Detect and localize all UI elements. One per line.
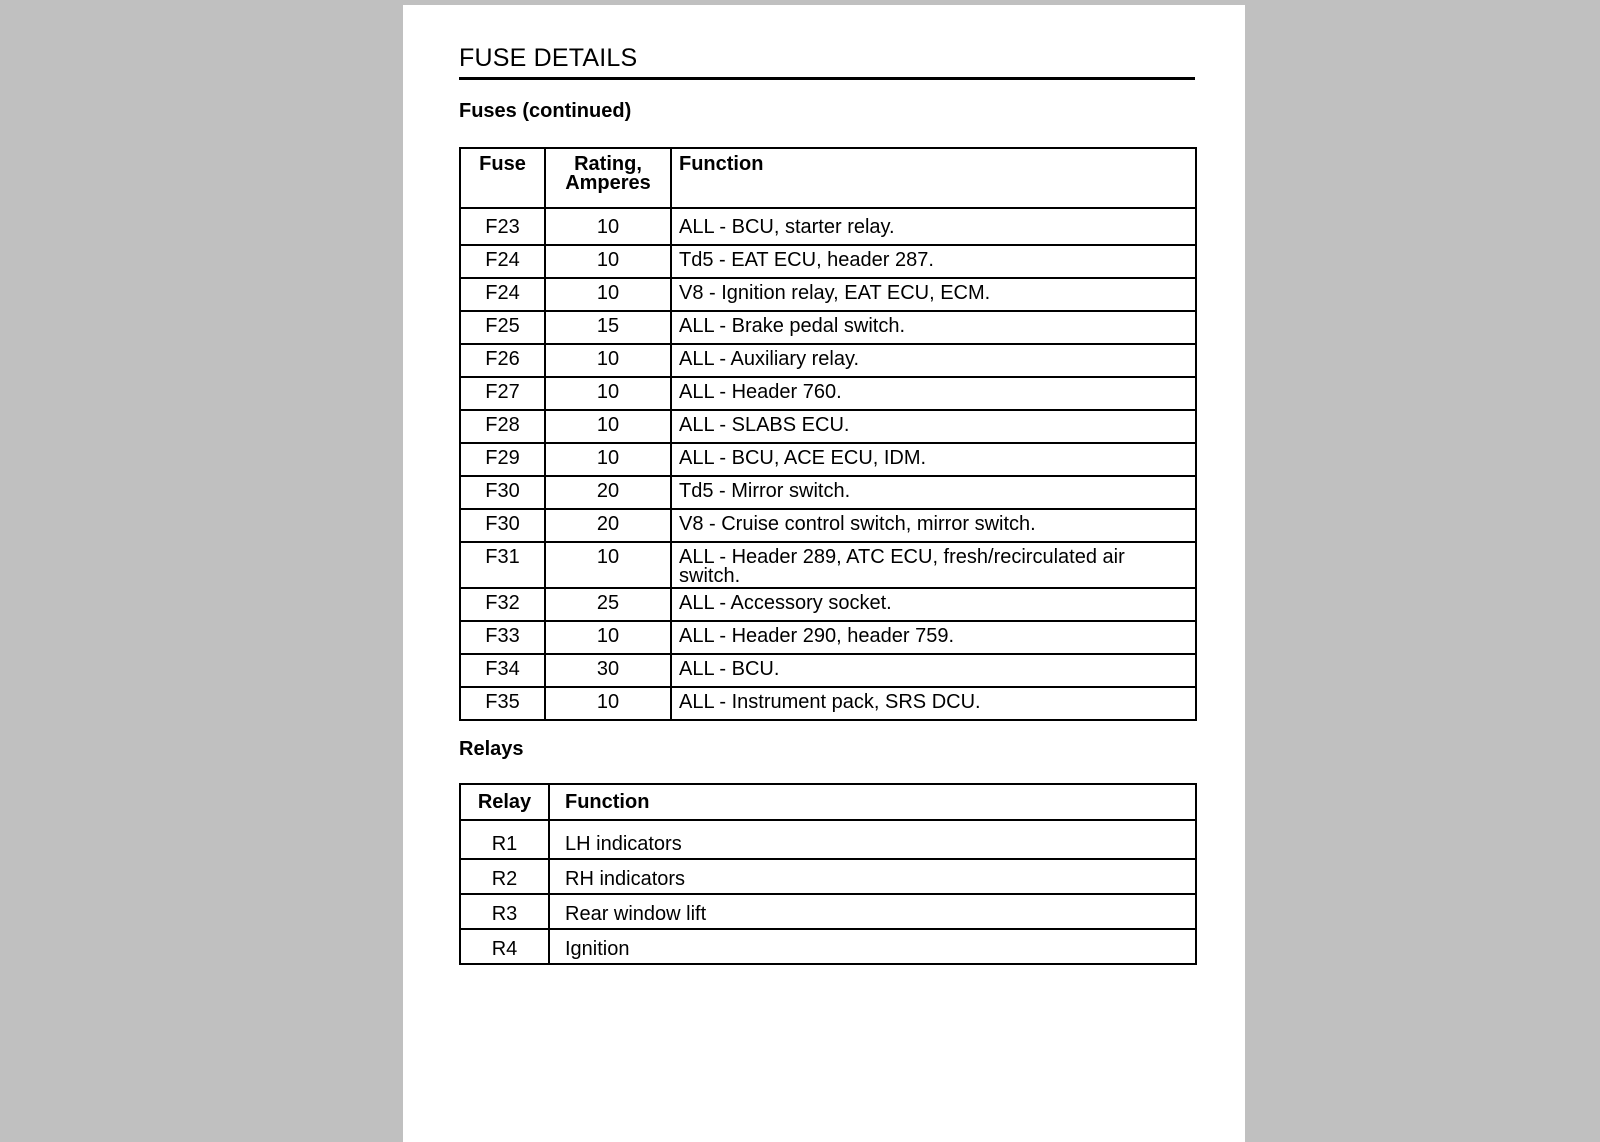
fuse-id-cell: F33 — [460, 621, 545, 654]
relay-id-cell: R1 — [460, 820, 549, 859]
relay-function-cell: LH indicators — [549, 820, 1196, 859]
fuse-function-cell: ALL - BCU, starter relay. — [671, 208, 1196, 245]
fuse-id-cell: F30 — [460, 509, 545, 542]
fuse-function-cell: ALL - Auxiliary relay. — [671, 344, 1196, 377]
fuse-function-cell: ALL - Header 290, header 759. — [671, 621, 1196, 654]
relay-id-cell: R4 — [460, 929, 549, 964]
fuse-table-row — [460, 654, 1196, 687]
fuse-function-cell: ALL - BCU. — [671, 654, 1196, 687]
fuse-column-header: Fuse — [460, 148, 545, 208]
rating-column-header — [545, 148, 671, 208]
fuse-table-row — [460, 542, 1196, 588]
fuse-rating-cell: 25 — [545, 588, 671, 621]
fuse-rating-cell: 10 — [545, 542, 671, 588]
fuse-rating-cell: 10 — [545, 410, 671, 443]
fuse-table-row — [460, 687, 1196, 720]
relay-column-header: Relay — [460, 784, 549, 820]
fuse-function-cell: ALL - SLABS ECU. — [671, 410, 1196, 443]
fuse-function-cell: ALL - Accessory socket. — [671, 588, 1196, 621]
fuse-table — [459, 147, 1197, 721]
relay-id-cell: R2 — [460, 859, 549, 894]
function-column-header: Function — [671, 148, 1196, 208]
document-page — [403, 5, 1245, 1142]
fuse-table-row — [460, 245, 1196, 278]
fuse-function-cell: Td5 - Mirror switch. — [671, 476, 1196, 509]
fuse-rating-cell: 10 — [545, 621, 671, 654]
fuse-function-cell: ALL - Header 760. — [671, 377, 1196, 410]
fuse-rating-cell: 15 — [545, 311, 671, 344]
relay-function-column-header: Function — [549, 784, 1196, 820]
fuse-table-row — [460, 208, 1196, 245]
fuse-function-cell: ALL - Header 289, ATC ECU, fresh/recirculated air switch. — [671, 542, 1196, 588]
fuse-table-row — [460, 476, 1196, 509]
fuse-table-row — [460, 410, 1196, 443]
fuse-id-cell: F24 — [460, 278, 545, 311]
relay-table-row — [460, 859, 1196, 894]
fuse-function-cell: V8 - Cruise control switch, mirror switch. — [671, 509, 1196, 542]
fuse-table-row — [460, 509, 1196, 542]
relays-heading: Relays — [459, 738, 524, 760]
fuse-id-cell: F34 — [460, 654, 545, 687]
fuse-id-cell: F35 — [460, 687, 545, 720]
fuse-rating-cell: 10 — [545, 344, 671, 377]
fuse-id-cell: F26 — [460, 344, 545, 377]
fuse-id-cell: F28 — [460, 410, 545, 443]
relay-id-cell: R3 — [460, 894, 549, 929]
fuse-id-cell: F32 — [460, 588, 545, 621]
fuse-rating-cell: 20 — [545, 476, 671, 509]
fuse-id-cell: F25 — [460, 311, 545, 344]
fuse-rating-cell: 10 — [545, 208, 671, 245]
fuse-rating-cell: 10 — [545, 443, 671, 476]
fuses-heading: Fuses (continued) — [459, 100, 632, 122]
fuse-id-cell: F24 — [460, 245, 545, 278]
fuse-id-cell: F29 — [460, 443, 545, 476]
fuse-function-cell: ALL - BCU, ACE ECU, IDM. — [671, 443, 1196, 476]
fuse-table-row — [460, 443, 1196, 476]
fuse-rating-cell: 30 — [545, 654, 671, 687]
fuse-rating-cell: 10 — [545, 377, 671, 410]
fuse-table-row — [460, 311, 1196, 344]
fuse-id-cell: F30 — [460, 476, 545, 509]
relay-table — [459, 783, 1197, 965]
page-title: FUSE DETAILS — [459, 41, 1195, 80]
relay-table-header-row — [460, 784, 1196, 820]
fuse-rating-cell: 10 — [545, 278, 671, 311]
fuse-function-cell: V8 - Ignition relay, EAT ECU, ECM. — [671, 278, 1196, 311]
fuse-table-header-row — [460, 148, 1196, 208]
fuse-table-row — [460, 278, 1196, 311]
relay-function-cell: Ignition — [549, 929, 1196, 964]
relay-table-row — [460, 820, 1196, 859]
fuse-rating-cell: 10 — [545, 245, 671, 278]
relay-function-cell: RH indicators — [549, 859, 1196, 894]
fuse-id-cell: F23 — [460, 208, 545, 245]
fuse-rating-cell: 20 — [545, 509, 671, 542]
fuse-id-cell: F27 — [460, 377, 545, 410]
rating-header-line2: Amperes — [565, 172, 651, 194]
relay-table-row — [460, 894, 1196, 929]
fuse-function-cell: ALL - Instrument pack, SRS DCU. — [671, 687, 1196, 720]
fuse-function-cell: ALL - Brake pedal switch. — [671, 311, 1196, 344]
fuse-table-row — [460, 377, 1196, 410]
fuse-table-row — [460, 588, 1196, 621]
relay-table-row — [460, 929, 1196, 964]
fuse-function-cell: Td5 - EAT ECU, header 287. — [671, 245, 1196, 278]
fuse-table-row — [460, 344, 1196, 377]
fuse-id-cell: F31 — [460, 542, 545, 588]
relay-function-cell: Rear window lift — [549, 894, 1196, 929]
rating-header-line1: Rating, — [574, 153, 642, 175]
fuse-table-row — [460, 621, 1196, 654]
fuse-rating-cell: 10 — [545, 687, 671, 720]
